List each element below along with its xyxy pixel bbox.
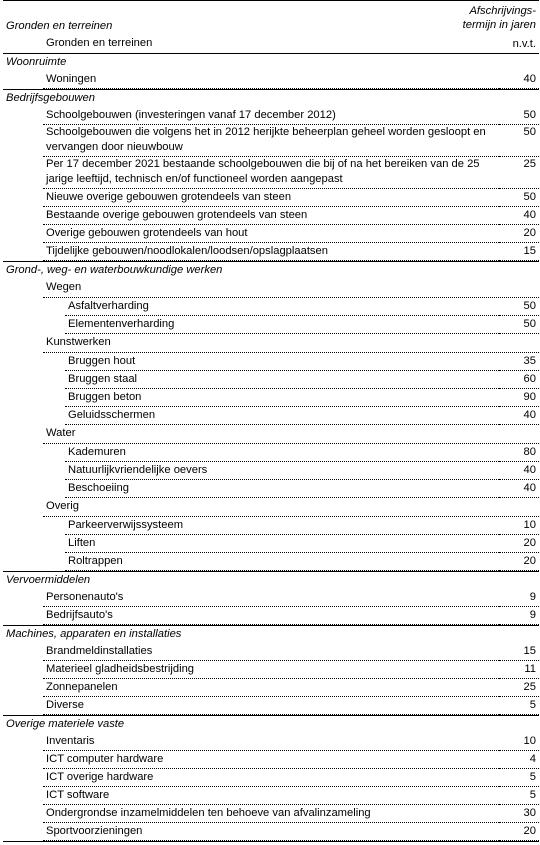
row-value: 20	[499, 535, 539, 553]
row-value: 40	[499, 462, 539, 480]
row-label: Bestaande overige gebouwen grotendeels van steen	[43, 207, 499, 225]
row-value: 9	[499, 607, 539, 625]
row-value: 40	[499, 71, 539, 89]
table-row	[65, 353, 539, 371]
table-row	[43, 125, 539, 157]
row-value: 10	[499, 517, 539, 535]
table-row	[65, 480, 539, 498]
table-row	[43, 157, 539, 189]
table-row	[43, 607, 539, 625]
row-label: Overige gebouwen grotendeels van hout	[43, 225, 499, 243]
row-label: Natuurlijkvriendelijke oevers	[65, 462, 499, 480]
row-value: 20	[499, 823, 539, 841]
column-title-line2: termijn in jaren	[462, 19, 536, 31]
row-label: Woningen	[43, 71, 499, 89]
header-value: n.v.t.	[512, 38, 536, 50]
table-row	[43, 661, 539, 679]
row-label: Roltrappen	[65, 553, 499, 571]
row-value: 20	[499, 225, 539, 243]
table-row	[43, 589, 539, 607]
table-row	[43, 697, 539, 715]
row-value: 40	[499, 480, 539, 498]
row-value: 50	[499, 298, 539, 316]
row-value: 25	[499, 157, 539, 189]
row-label: Personenauto's	[43, 589, 499, 607]
row-label: Liften	[65, 535, 499, 553]
row-label: ICT computer hardware	[43, 751, 499, 769]
row-label: Per 17 december 2021 bestaande schoolgebouwen die bij of na het bereiken van de 25 jarige leeftijd, technisch en/of functioneel worden aangepast	[43, 157, 499, 189]
section-title: Woonruimte	[6, 56, 67, 68]
header-category: Gronden en terreinen	[6, 20, 113, 32]
row-value: 5	[499, 769, 539, 787]
row-value: 90	[499, 389, 539, 407]
row-label: Materieel gladheidsbestrijding	[43, 661, 499, 679]
table-row	[43, 71, 539, 89]
row-value: 50	[499, 107, 539, 125]
row-value: 15	[499, 643, 539, 661]
table-header	[3, 0, 539, 54]
section-title: Grond-, weg- en waterbouwkundige werken	[3, 261, 539, 279]
row-value: 5	[499, 697, 539, 715]
row-label: Geluidsschermen	[65, 407, 499, 425]
row-value: 4	[499, 751, 539, 769]
column-title	[463, 4, 536, 32]
table-bottom-rule	[3, 841, 539, 842]
row-label: Schoolgebouwen die volgens het in 2012 herijkte beheerplan geheel worden gesloopt en vervangen door nieuwbouw	[43, 125, 499, 157]
table-row	[43, 751, 539, 769]
row-label: Ondergrondse inzamelmiddelen ten behoeve van afvalinzameling	[43, 805, 499, 823]
row-label: Diverse	[43, 697, 499, 715]
row-value: 5	[499, 787, 539, 805]
table-row	[43, 207, 539, 225]
group-title: Wegen	[43, 279, 539, 298]
table-row	[43, 243, 539, 261]
table-row	[43, 225, 539, 243]
row-label: Beschoeiing	[65, 480, 499, 498]
table-row	[43, 733, 539, 751]
row-value: 10	[499, 733, 539, 751]
table-row	[43, 805, 539, 823]
table-body	[3, 54, 539, 841]
row-label: Zonnepanelen	[43, 679, 499, 697]
section-title: Bedrijfsgebouwen	[3, 89, 539, 107]
row-value: 50	[499, 316, 539, 334]
depreciation-table	[3, 0, 539, 842]
row-label: Inventaris	[43, 733, 499, 751]
table-row	[43, 189, 539, 207]
row-label: Elementenverharding	[65, 316, 499, 334]
row-value: 35	[499, 353, 539, 371]
table-row	[43, 769, 539, 787]
row-value: 50	[499, 189, 539, 207]
row-label: ICT overige hardware	[43, 769, 499, 787]
row-label: Brandmeldinstallaties	[43, 643, 499, 661]
row-label: Bruggen hout	[65, 353, 499, 371]
row-value: 40	[499, 207, 539, 225]
row-value: 15	[499, 243, 539, 261]
row-value: 20	[499, 553, 539, 571]
row-label: Kademuren	[65, 444, 499, 462]
row-label: ICT software	[43, 787, 499, 805]
row-value: 30	[499, 805, 539, 823]
section-title: Overige materiele vaste	[3, 715, 539, 733]
table-row	[43, 787, 539, 805]
row-value: 40	[499, 407, 539, 425]
row-label: Schoolgebouwen (investeringen vanaf 17 december 2012)	[43, 107, 499, 125]
table-row	[43, 679, 539, 697]
table-row	[65, 407, 539, 425]
table-row	[43, 823, 539, 841]
header-subcategory: Gronden en terreinen	[46, 37, 153, 49]
row-label: Bruggen staal	[65, 371, 499, 389]
table-row	[65, 389, 539, 407]
table-row	[65, 462, 539, 480]
row-value: 60	[499, 371, 539, 389]
row-label: Tijdelijke gebouwen/noodlokalen/loodsen/opslagplaatsen	[43, 243, 499, 261]
row-label: Asfaltverharding	[65, 298, 499, 316]
column-title-line1: Afschrijvings-	[469, 5, 536, 17]
table-row	[65, 517, 539, 535]
section-title: Machines, apparaten en installaties	[3, 625, 539, 643]
table-row	[65, 298, 539, 316]
row-label: Bedrijfsauto's	[43, 607, 499, 625]
row-value: 80	[499, 444, 539, 462]
table-row	[65, 316, 539, 334]
row-label: Nieuwe overige gebouwen grotendeels van steen	[43, 189, 499, 207]
row-value: 9	[499, 589, 539, 607]
row-label: Bruggen beton	[65, 389, 499, 407]
table-row	[65, 371, 539, 389]
row-label: Sportvoorzieningen	[43, 823, 499, 841]
row-value: 25	[499, 679, 539, 697]
table-row	[43, 643, 539, 661]
row-label: Parkeerverwijssysteem	[65, 517, 499, 535]
section-title: Vervoermiddelen	[3, 571, 539, 589]
group-title: Water	[43, 425, 539, 444]
table-row	[65, 535, 539, 553]
row-value: 11	[499, 661, 539, 679]
table-row	[65, 553, 539, 571]
row-value: 50	[499, 125, 539, 157]
group-title: Kunstwerken	[43, 334, 539, 353]
group-title: Overig	[43, 498, 539, 517]
table-row	[43, 107, 539, 125]
table-row	[65, 444, 539, 462]
